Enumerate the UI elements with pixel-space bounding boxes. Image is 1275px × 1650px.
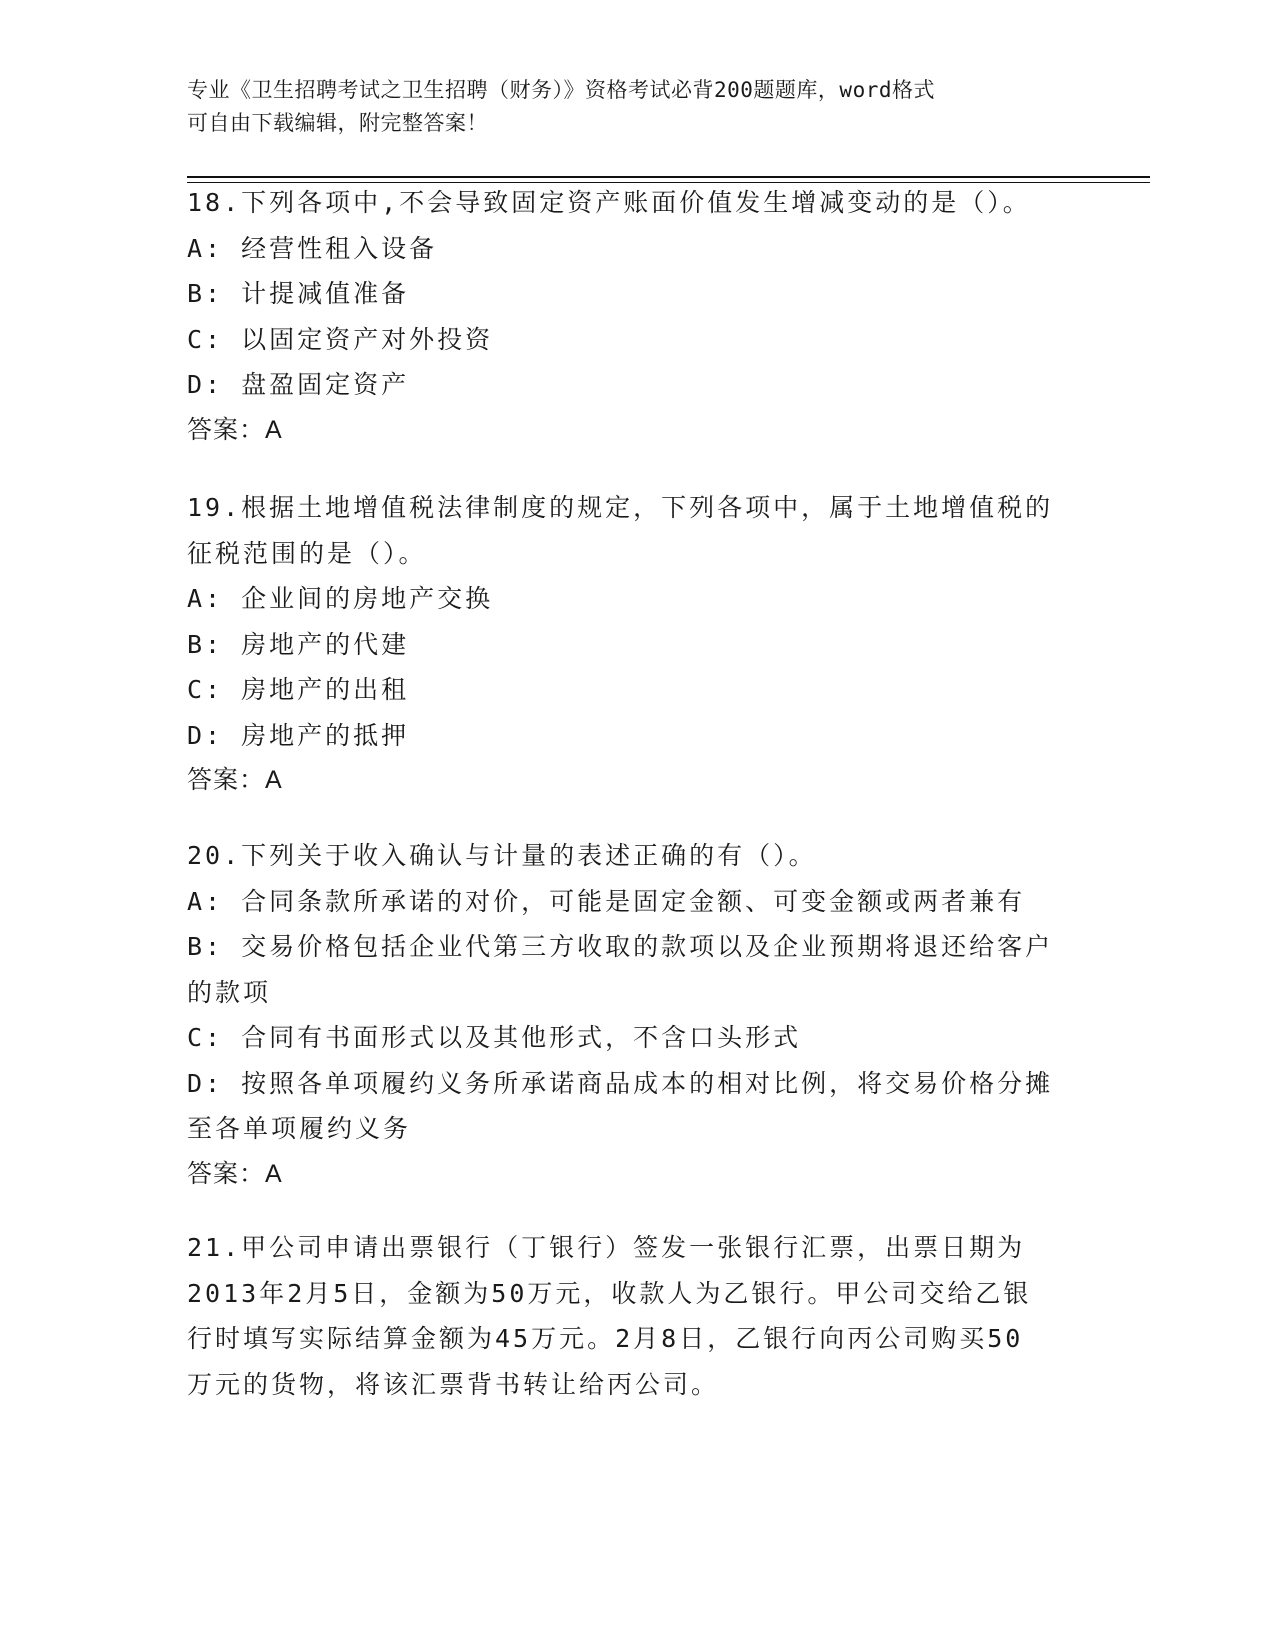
answer: 答案：A xyxy=(187,1159,283,1188)
option-b: B: 房地产的代建 xyxy=(187,629,410,659)
option-d: D: 按照各单项履约义务所承诺商品成本的相对比例，将交易价格分摊 xyxy=(187,1068,1054,1098)
answer: 答案：A xyxy=(187,766,283,794)
question-stem: 20.下列关于收入确认与计量的表述正确的有（）。 xyxy=(187,841,817,870)
option-b: B: 交易价格包括企业代第三方收取的款项以及企业预期将退还给客户 xyxy=(187,932,1054,961)
question-19 xyxy=(187,485,1087,804)
header-line-1: 专业《卫生招聘考试之卫生招聘（财务）》资格考试必背200题题库，word格式 xyxy=(187,78,935,102)
question-stem: 18.下列各项中,不会导致固定资产账面价值发生增减变动的是（）。 xyxy=(187,188,1031,217)
option-a: A: 企业间的房地产交换 xyxy=(187,584,494,613)
header-line-2: 可自由下载编辑，附完整答案！ xyxy=(187,111,488,135)
question-stem-cont: 2013年2月5日，金额为50万元，收款人为乙银行。甲公司交给乙银 xyxy=(187,1278,1032,1308)
answer: 答案：A xyxy=(187,415,283,444)
option-a: A: 经营性租入设备 xyxy=(187,233,438,263)
question-stem: 21.甲公司申请出票银行（丁银行）签发一张银行汇票，出票日期为 xyxy=(187,1233,1026,1262)
question-stem-cont: 万元的货物，将该汇票背书转让给丙公司。 xyxy=(187,1369,720,1399)
question-18 xyxy=(187,180,1087,453)
header-divider-thick xyxy=(187,176,1150,178)
question-21 xyxy=(187,1225,1087,1407)
option-d: D: 房地产的抵押 xyxy=(187,720,410,750)
question-stem: 19.根据土地增值税法律制度的规定，下列各项中，属于土地增值税的 xyxy=(187,493,1054,522)
option-a: A: 合同条款所承诺的对价，可能是固定金额、可变金额或两者兼有 xyxy=(187,886,1026,916)
option-c: C: 以固定资产对外投资 xyxy=(187,324,494,354)
option-c: C: 房地产的出租 xyxy=(187,675,410,704)
option-c: C: 合同有书面形式以及其他形式，不含口头形式 xyxy=(187,1023,802,1052)
document-header xyxy=(187,74,1087,140)
option-d-cont: 至各单项履约义务 xyxy=(187,1114,412,1143)
question-stem-cont: 行时填写实际结算金额为45万元。2月8日，乙银行向丙公司购买50 xyxy=(187,1324,1024,1353)
option-d: D: 盘盈固定资产 xyxy=(187,370,410,399)
option-b: B: 计提减值准备 xyxy=(187,279,410,308)
question-20 xyxy=(187,833,1087,1197)
option-b-cont: 的款项 xyxy=(187,977,272,1007)
question-stem-cont: 征税范围的是（）。 xyxy=(187,538,427,568)
